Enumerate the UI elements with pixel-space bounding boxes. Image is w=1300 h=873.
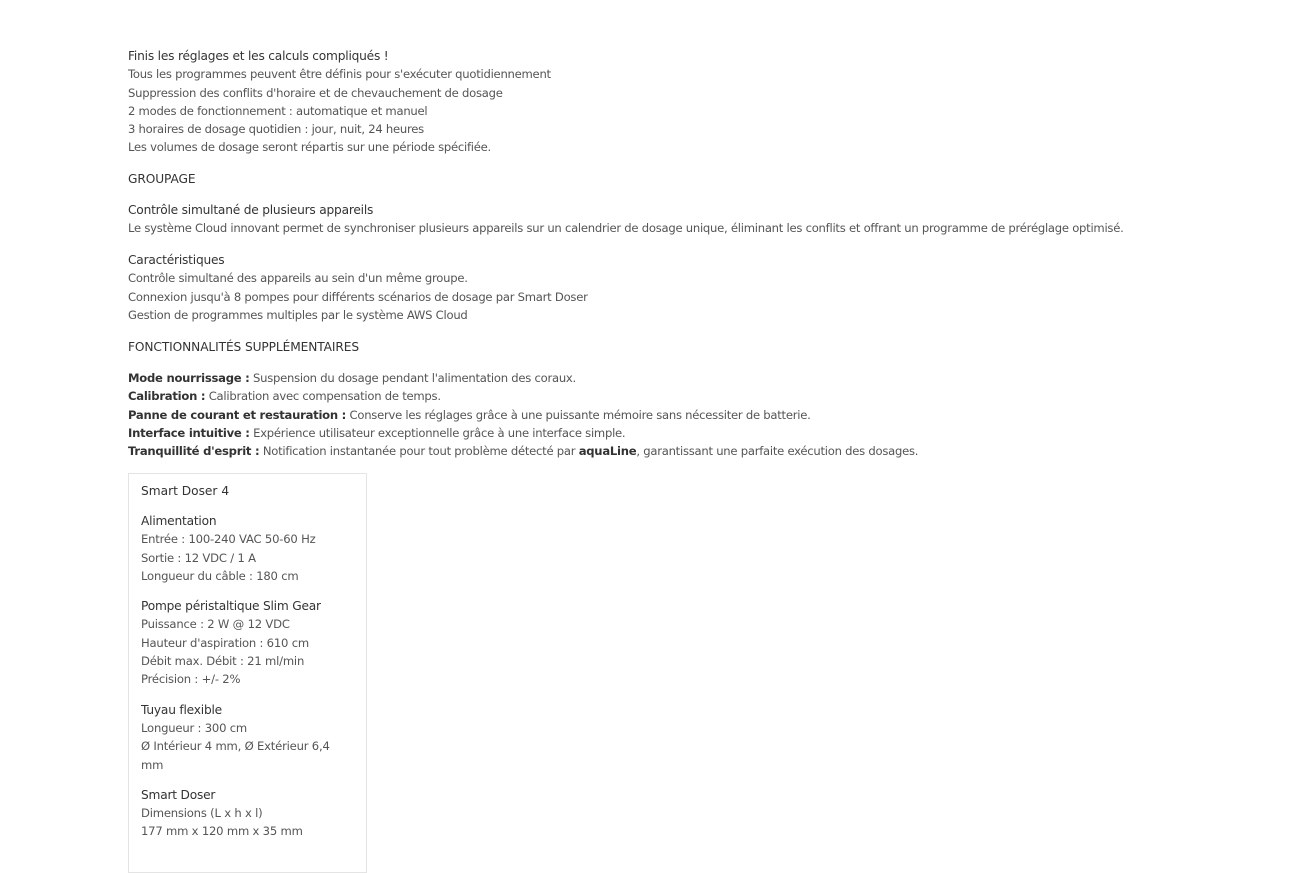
extra-feature-text: Suspension du dosage pendant l'alimentation des coraux. <box>249 371 576 385</box>
spec-table <box>128 473 367 873</box>
spec-line: Sortie : 12 VDC / 1 A <box>141 550 256 565</box>
extra-feature-text-end: , garantissant une parfaite exécution des dosages. <box>636 444 919 459</box>
extra-feature-text: Conserve les réglages grâce à une puissante mémoire sans nécessiter de batterie. <box>346 407 811 422</box>
intro-heading: Finis les réglages et les calculs compliqués ! <box>128 49 389 63</box>
extra-feature-item <box>128 387 918 405</box>
extra-feature-label: Calibration : <box>128 389 206 404</box>
spec-line: Longueur du câble : 180 cm <box>141 568 299 583</box>
groupage-control-block <box>128 201 1124 238</box>
intro-line: 3 horaires de dosage quotidien : jour, nuit, 24 heures <box>128 122 424 137</box>
groupage-features-block <box>128 251 588 324</box>
spec-section-dimensions <box>141 786 354 841</box>
spec-line: Précision : +/- 2% <box>141 672 241 687</box>
extra-feature-text: Calibration avec compensation de temps. <box>205 389 441 404</box>
features-heading: Caractéristiques <box>128 253 225 267</box>
spec-section-heading: Tuyau flexible <box>141 702 222 717</box>
features-line: Contrôle simultané des appareils au sein d'un même groupe. <box>128 271 468 286</box>
brand-name: aquaLine <box>578 444 637 459</box>
spec-line: Ø Intérieur 4 mm, Ø Extérieur 6,4 mm <box>141 739 330 772</box>
spec-line: Puissance : 2 W @ 12 VDC <box>141 617 290 632</box>
spec-section-heading: Alimentation <box>141 514 217 528</box>
extra-feature-label: Panne de courant et restauration : <box>128 407 347 422</box>
extra-feature-text: Notification instantanée pour tout problème détecté par <box>259 444 579 459</box>
extra-feature-item <box>128 406 918 424</box>
groupage-title: GROUPAGE <box>128 172 196 186</box>
extra-feature-item <box>128 369 918 387</box>
spec-section-pump <box>141 597 354 688</box>
spec-line: Longueur : 300 cm <box>141 720 248 735</box>
extra-features-title: FONCTIONNALITÉS SUPPLÉMENTAIRES <box>128 340 359 354</box>
intro-line: Tous les programmes peuvent être définis pour s'exécuter quotidiennement <box>128 67 551 82</box>
intro-line: 2 modes de fonctionnement : automatique et manuel <box>128 103 428 118</box>
extra-feature-label: Tranquillité d'esprit : <box>128 444 260 459</box>
groupage-control-heading: Contrôle simultané de plusieurs appareils <box>128 203 374 217</box>
spec-section-heading: Pompe péristaltique Slim Gear <box>141 599 321 614</box>
spec-line: 177 mm x 120 mm x 35 mm <box>141 824 303 839</box>
extra-feature-text: Expérience utilisateur exceptionnelle grâce à une interface simple. <box>249 425 626 440</box>
intro-block <box>128 47 551 157</box>
spec-section-power <box>141 512 354 585</box>
spec-line: Hauteur d'aspiration : 610 cm <box>141 635 309 650</box>
extra-feature-item <box>128 424 918 442</box>
features-line: Gestion de programmes multiples par le système AWS Cloud <box>128 307 468 322</box>
features-line: Connexion jusqu'à 8 pompes pour différents scénarios de dosage par Smart Doser <box>128 289 588 304</box>
groupage-control-text: Le système Cloud innovant permet de synchroniser plusieurs appareils sur un calendrier de dosage unique, éliminant les conflits et offrant un programme de préréglage optimisé. <box>128 221 1124 236</box>
intro-line: Suppression des conflits d'horaire et de chevauchement de dosage <box>128 85 503 100</box>
spec-line: Débit max. Débit : 21 ml/min <box>141 654 305 669</box>
spec-line: Entrée : 100-240 VAC 50-60 Hz <box>141 532 316 547</box>
spec-title: Smart Doser 4 <box>141 484 230 498</box>
extra-feature-label: Mode nourrissage : <box>128 371 250 385</box>
spec-section-heading: Smart Doser <box>141 787 216 802</box>
spec-line: Dimensions (L x h x l) <box>141 806 263 821</box>
extra-features-list <box>128 369 918 460</box>
extra-feature-item <box>128 442 918 460</box>
extra-feature-label: Interface intuitive : <box>128 425 250 440</box>
spec-section-tube <box>141 701 354 774</box>
intro-line: Les volumes de dosage seront répartis sur une période spécifiée. <box>128 140 491 155</box>
